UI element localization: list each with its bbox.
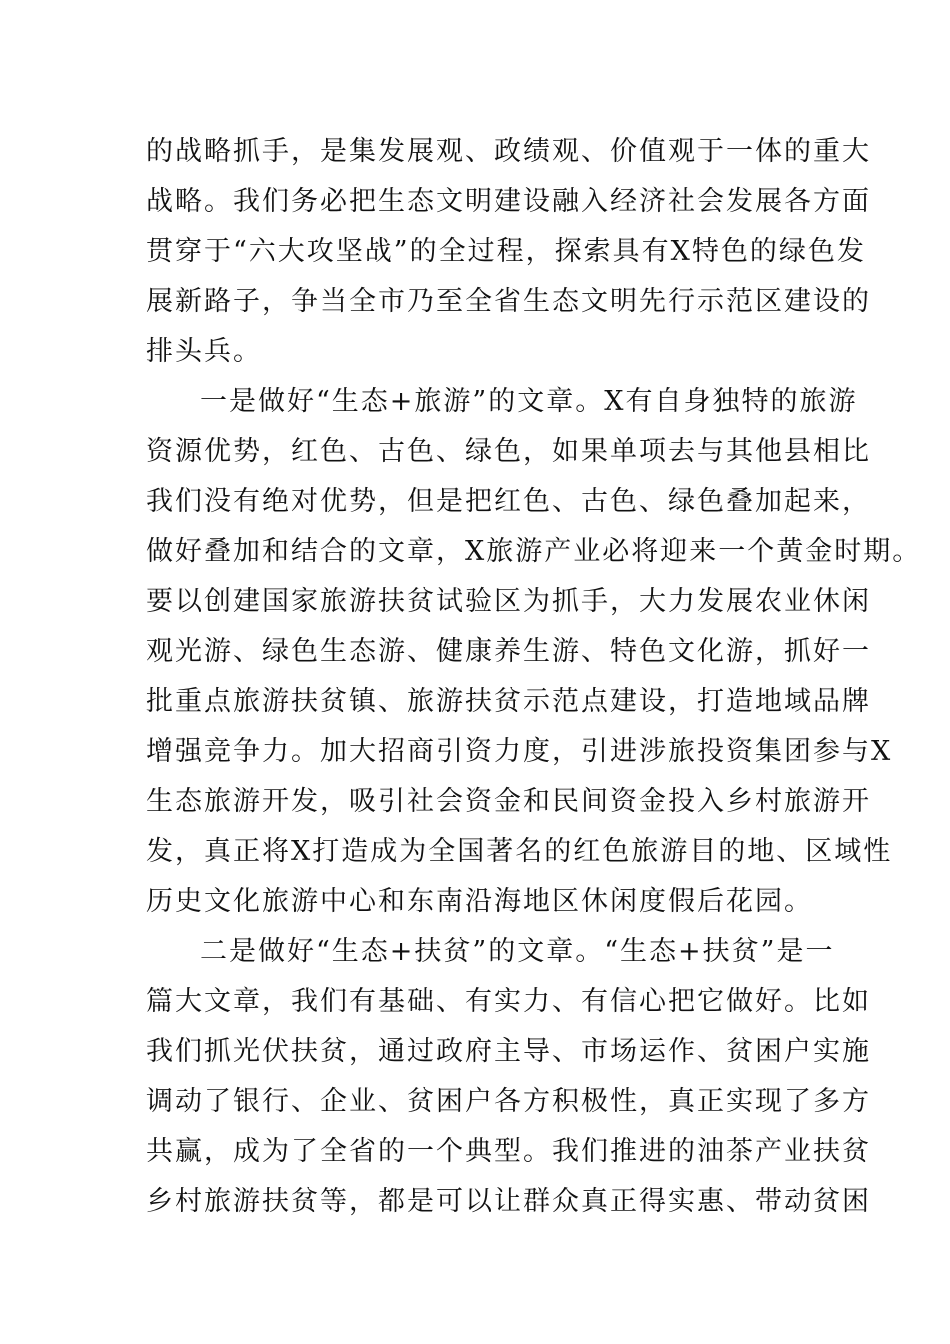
text-line: 战略。我们务必把生态文明建设融入经济社会发展各方面 [146, 186, 871, 217]
text-line: 做好叠加和结合的文章，X旅游产业必将迎来一个黄金时期。 [146, 536, 922, 567]
text-line: 发，真正将X打造成为全国著名的红色旅游目的地、区域性 [146, 836, 893, 867]
body-text [146, 127, 922, 1227]
text-line: 历史文化旅游中心和东南沿海地区休闲度假后花园。 [146, 886, 813, 917]
text-line: 的战略抓手，是集发展观、政绩观、价值观于一体的重大 [146, 136, 871, 167]
text-line: 生态旅游开发，吸引社会资金和民间资金投入乡村旅游开 [146, 786, 871, 817]
text-line: 资源优势，红色、古色、绿色，如果单项去与其他县相比 [146, 436, 871, 467]
text-line: 乡村旅游扶贫等，都是可以让群众真正得实惠、带动贫困 [146, 1186, 871, 1217]
text-line: 篇大文章，我们有基础、有实力、有信心把它做好。比如 [146, 986, 871, 1017]
text-line: 增强竞争力。加大招商引资力度，引进涉旅投资集团参与X [146, 736, 893, 767]
text-line: 我们抓光伏扶贫，通过政府主导、市场运作、贫困户实施 [146, 1036, 871, 1067]
text-line: 排头兵。 [146, 336, 262, 367]
text-line: 批重点旅游扶贫镇、旅游扶贫示范点建设，打造地域品牌 [146, 686, 871, 717]
text-line: 要以创建国家旅游扶贫试验区为抓手，大力发展农业休闲 [146, 586, 871, 617]
text-line: 一是做好“生态+旅游”的文章。X有自身独特的旅游 [200, 386, 858, 417]
text-line: 我们没有绝对优势，但是把红色、古色、绿色叠加起来， [146, 486, 871, 517]
text-line: 调动了银行、企业、贫困户各方积极性，真正实现了多方 [146, 1086, 871, 1117]
text-line: 二是做好“生态+扶贫”的文章。“生态+扶贫”是一 [200, 936, 835, 967]
text-line: 展新路子，争当全市乃至全省生态文明先行示范区建设的 [146, 286, 871, 317]
text-line: 贯穿于“六大攻坚战”的全过程，探索具有X特色的绿色发 [146, 236, 866, 267]
text-line: 观光游、绿色生态游、健康养生游、特色文化游，抓好一 [146, 636, 871, 667]
text-line: 共赢，成为了全省的一个典型。我们推进的油茶产业扶贫 [146, 1136, 871, 1167]
